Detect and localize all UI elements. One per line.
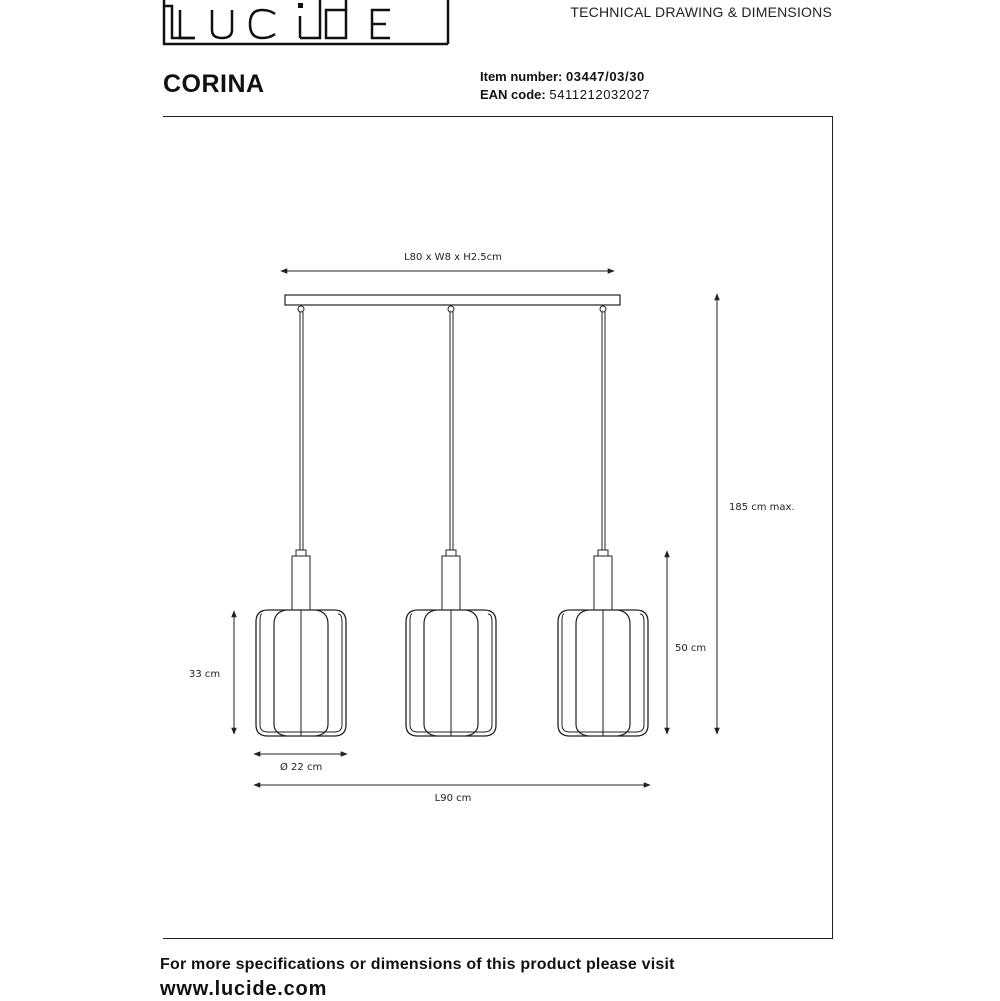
total-height-label: 185 cm max.: [729, 502, 795, 513]
shade-diameter-label: Ø 22 cm: [280, 762, 323, 773]
ean-label: EAN code:: [480, 87, 546, 102]
footer-url-link[interactable]: www.lucide.com: [160, 978, 328, 1000]
total-length-label: L90 cm: [434, 793, 472, 804]
pendant-left: [256, 306, 346, 736]
pendant-right: [558, 306, 648, 736]
shade-height-label: 33 cm: [189, 669, 221, 680]
item-number-label: Item number:: [480, 69, 563, 84]
pendant-middle: [406, 306, 496, 736]
ceiling-bar: [285, 295, 620, 305]
ean-code: 5411212032027: [549, 87, 651, 102]
header-note: TECHNICAL DRAWING & DIMENSIONS: [570, 4, 832, 20]
bar-dimension-label: L80 x W8 x H2.5cm: [404, 252, 502, 263]
footer-text: For more specifications or dimensions of this product please visit: [160, 956, 675, 973]
lamp-height-label: 50 cm: [675, 643, 707, 654]
item-number: 03447/03/30: [565, 69, 645, 84]
product-name: CORINA: [163, 70, 265, 98]
